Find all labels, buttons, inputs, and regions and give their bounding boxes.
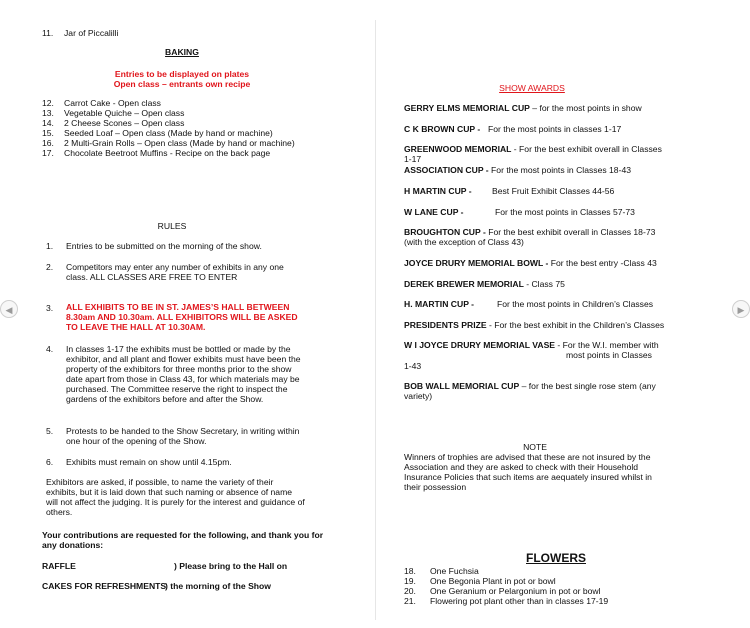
item-text: Seeded Loaf – Open class (Made by hand or machine) <box>64 128 273 138</box>
item-text: One Geranium or Pelargonium in pot or bowl <box>430 586 601 596</box>
award-entry <box>404 279 565 289</box>
award-desc: most points in Classes <box>566 350 652 360</box>
award-desc: – for the most points in show <box>529 103 642 113</box>
item-text: One Begonia Plant in pot or bowl <box>430 576 556 586</box>
award-entry <box>404 124 480 134</box>
chevron-left-icon: ◀ <box>5 305 13 315</box>
baking-note: Open class – entrants own recipe <box>113 79 251 89</box>
item-number: 14. <box>42 118 54 128</box>
award-name: ASSOCIATION CUP - <box>404 165 489 175</box>
award-name: C K BROWN CUP - <box>404 124 481 134</box>
contributions-text: Your contributions are requested for the following, and thank you for any donations: <box>42 530 324 550</box>
item-text: Jar of Piccalilli <box>64 28 119 38</box>
rules-heading: RULES <box>157 221 187 231</box>
award-entry <box>404 103 642 113</box>
note-heading: NOTE <box>523 442 547 452</box>
award-desc: For the most points in Children’s Classes <box>497 299 654 309</box>
award-desc: For the most points in classes 1-17 <box>488 124 622 134</box>
item-number: 21. <box>404 596 416 606</box>
item-text: 2 Cheese Scones – Open class <box>64 118 185 128</box>
award-name: DEREK BREWER MEMORIAL <box>404 279 524 289</box>
rule-number: 2. <box>46 262 54 272</box>
award-name: PRESIDENTS PRIZE <box>404 320 487 330</box>
rule-number: 5. <box>46 426 54 436</box>
award-desc: - For the W.I. member with <box>555 340 659 350</box>
award-name: BROUGHTON CUP - <box>404 227 486 237</box>
award-desc: For the best exhibit overall in Classes 18-73 (with the exception of Class 43) <box>404 227 656 247</box>
rule-number: 4. <box>46 344 54 354</box>
item-number: 13. <box>42 108 54 118</box>
award-desc: For the best entry -Class 43 <box>548 258 657 268</box>
item-number: 15. <box>42 128 54 138</box>
baking-note: Entries to be displayed on plates <box>114 69 250 79</box>
award-desc: For the most points in Classes 57-73 <box>495 207 635 217</box>
naming-note: Exhibitors are asked, if possible, to name the variety of their exhibits, but it is laid down that such naming or absence of name will not affect the judging. It is purely for the interest and guidance of others. <box>46 477 305 517</box>
item-text: Carrot Cake - Open class <box>64 98 161 108</box>
rule-text: Entries to be submitted on the morning of the show. <box>66 241 262 251</box>
item-text: 2 Multi-Grain Rolls – Open class (Made by hand or machine) <box>64 138 295 148</box>
item-text: Chocolate Beetroot Muffins - Recipe on the back page <box>64 148 271 158</box>
award-name: GERRY ELMS MEMORIAL CUP <box>404 103 530 113</box>
award-entry <box>404 381 666 401</box>
award-entry <box>404 227 666 247</box>
rule-number: 3. <box>46 303 54 313</box>
prev-page-button[interactable] <box>0 300 18 318</box>
award-desc: - Class 75 <box>523 279 565 289</box>
item-number: 16. <box>42 138 54 148</box>
award-desc: - For the best exhibit overall in Classes 1-17 <box>404 144 662 164</box>
award-desc: – for the best single rose stem (any variety) <box>404 381 656 401</box>
award-entry <box>404 165 631 175</box>
item-number: 17. <box>42 148 54 158</box>
rule-text: ALL EXHIBITS TO BE IN ST. JAMES’S HALL BETWEEN 8.30am AND 10.30am. ALL EXHIBITORS WILL BE ASKED TO LEAVE THE HALL AT 10.30AM. <box>66 302 298 332</box>
raffle-instruction: ) Please bring to the Hall on <box>174 561 288 571</box>
award-desc: - For the best exhibit in the Children’s Classes <box>486 320 665 330</box>
baking-heading: BAKING <box>165 47 199 57</box>
next-page-button[interactable] <box>732 300 750 318</box>
award-entry <box>404 340 659 350</box>
item-text: One Fuchsia <box>430 566 479 576</box>
award-name: W LANE CUP - <box>404 207 464 217</box>
rule-text: Protests to be handed to the Show Secretary, in writing within one hour of the opening of the Show. <box>66 426 300 446</box>
award-name: W I JOYCE DRURY MEMORIAL VASE <box>404 340 556 350</box>
award-entry <box>404 144 666 164</box>
rule-text: In classes 1-17 the exhibits must be bottled or made by the exhibitor, and all plant and flower exhibits must have been the property of the exhibitors for three months prior to the show date apart from those in Class 43, for which materials may be purchased. The Committee reserve the right to inspect the gardens of the exhibitors before and after the Show. <box>66 344 301 404</box>
award-name: H MARTIN CUP - <box>404 186 472 196</box>
item-text: Vegetable Quiche – Open class <box>64 108 185 118</box>
cakes-label: CAKES FOR REFRESHMENTS <box>42 581 167 591</box>
raffle-label: RAFFLE <box>42 561 76 571</box>
rule-number: 6. <box>46 457 54 467</box>
awards-heading: SHOW AWARDS <box>499 83 565 93</box>
rule-text: Exhibits must remain on show until 4.15pm. <box>66 457 232 467</box>
award-name: BOB WALL MEMORIAL CUP <box>404 381 520 391</box>
rule-number: 1. <box>46 241 54 251</box>
flowers-heading: FLOWERS <box>526 551 586 565</box>
award-desc: 1-43 <box>404 361 422 371</box>
note-text: Winners of trophies are advised that these are not insured by the Association and they are asked to check with their Household Insurance Policies that such items are aequately insured whilst in their possession <box>404 452 652 492</box>
award-name: H. MARTIN CUP - <box>404 299 475 309</box>
item-text: Flowering pot plant other than in classes 17-19 <box>430 596 609 606</box>
item-number: 19. <box>404 576 416 586</box>
cakes-instruction: ) the morning of the Show <box>165 581 271 591</box>
award-name: JOYCE DRURY MEMORIAL BOWL - <box>404 258 549 268</box>
page-divider <box>375 20 376 620</box>
chevron-right-icon: ▶ <box>737 305 745 315</box>
item-number: 18. <box>404 566 416 576</box>
award-desc: For the most points in Classes 18-43 <box>488 165 632 175</box>
item-number: 12. <box>42 98 54 108</box>
award-entry <box>404 320 664 330</box>
rule-text: Competitors may enter any number of exhibits in any one class. ALL CLASSES ARE FREE TO ENTER <box>66 262 284 282</box>
item-number: 11. <box>42 28 54 38</box>
award-entry <box>404 258 657 268</box>
item-number: 20. <box>404 586 416 596</box>
award-name: GREENWOOD MEMORIAL <box>404 144 512 154</box>
award-desc: Best Fruit Exhibit Classes 44-56 <box>492 186 615 196</box>
